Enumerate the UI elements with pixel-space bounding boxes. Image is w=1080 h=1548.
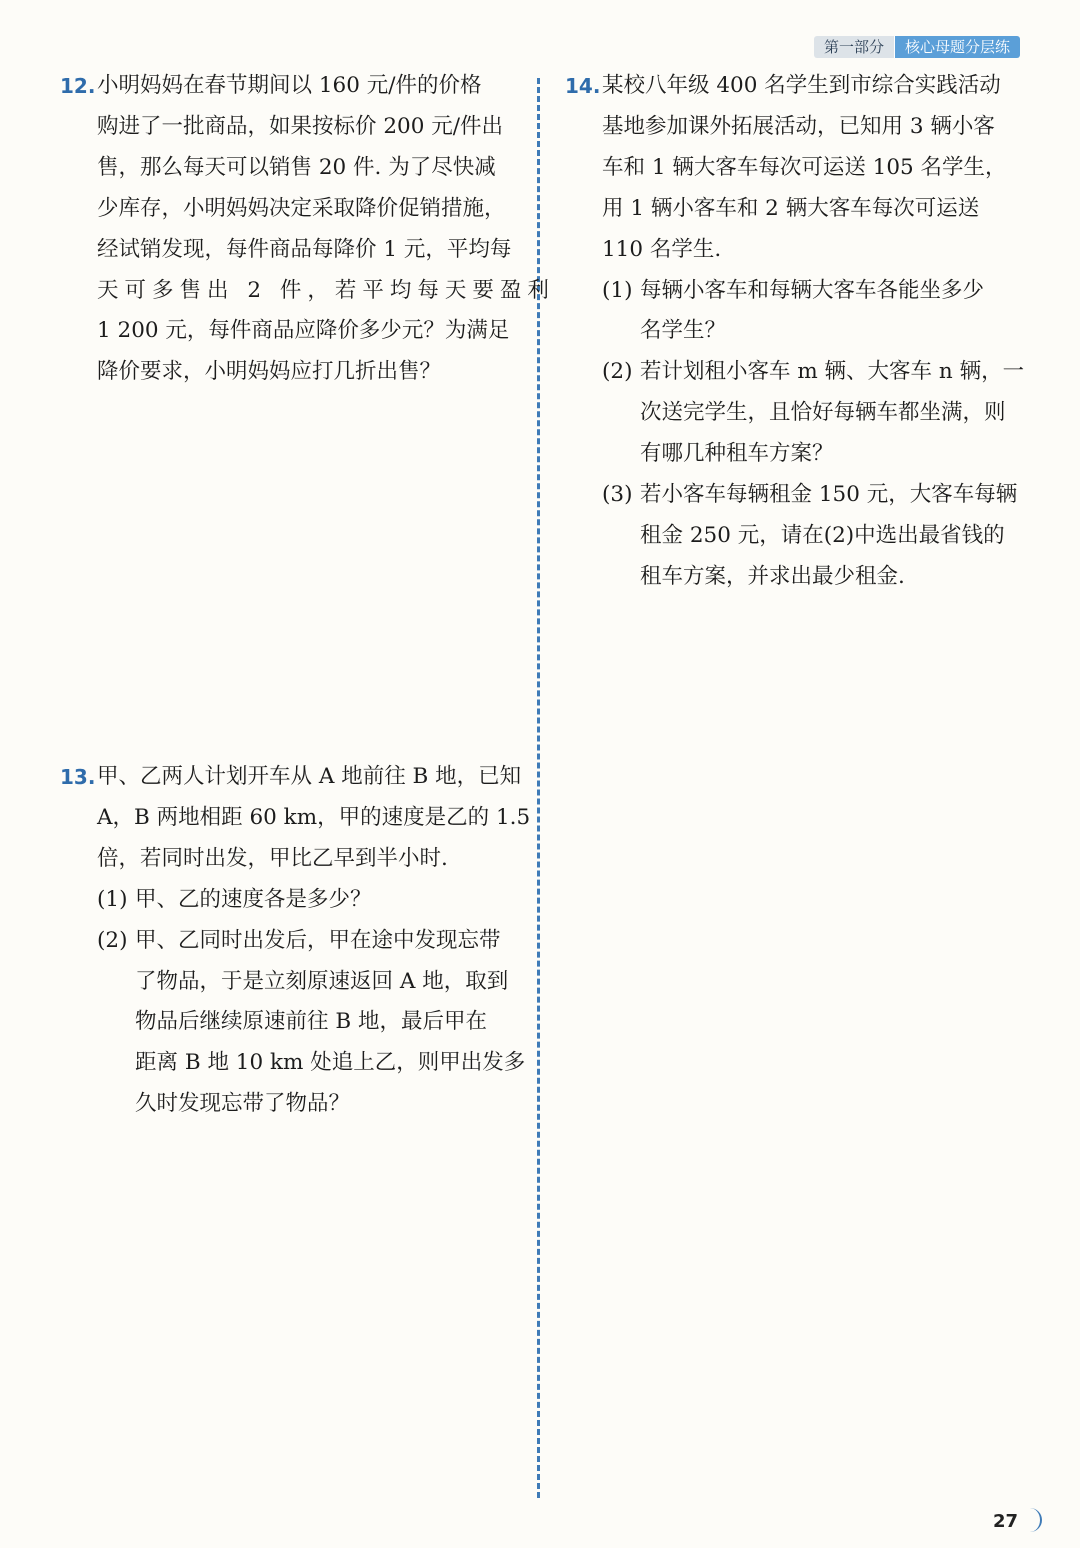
sub-question-label: (2) [97,927,128,953]
question-text-line: 购进了一批商品，如果按标价 200 元/件出 [97,113,503,139]
part-label: 第一部分 [814,36,894,58]
question-text-line: 售，那么每天可以销售 20 件. 为了尽快减 [97,154,496,180]
question-text-line: 小明妈妈在春节期间以 160 元/件的价格 [97,73,482,98]
question-13 [60,757,531,1125]
question-text-line: 基地参加课外拓展活动，已知用 3 辆小客 [602,113,995,139]
question-14 [565,66,1025,598]
question-number: 12. [60,74,96,98]
question-text-line: 110 名学生. [602,236,722,262]
sub-question [565,475,1020,516]
question-text-line: 经试销发现，每件商品每降价 1 元，平均每 [97,236,512,262]
sub-question [60,880,520,921]
sub-question-text: 每辆小客车和每辆大客车各能坐多少 [640,277,985,303]
question-text-line: 某校八年级 400 名学生到市综合实践活动 [602,73,1001,98]
question-text-line: 车和 1 辆大客车每次可运送 105 名学生， [602,154,1007,180]
question-text-line: 用 1 辆小客车和 2 辆大客车每次可运送 [602,195,980,221]
question-text-line: 降价要求，小明妈妈应打几折出售？ [97,359,442,385]
question-12 [60,66,555,393]
sub-question-label: (1) [97,886,128,912]
sub-question-text: 若小客车每辆租金 150 元，大客车每辆 [640,482,1018,508]
sub-question-text: 甲、乙的速度各是多少？ [135,886,372,912]
sub-question-label: (2) [602,359,633,385]
question-text-line: 1 200 元，每件商品应降价多少元？为满足 [97,318,510,344]
sub-question-text: 甲、乙同时出发后，甲在途中发现忘带 [135,927,501,953]
sub-question-text: 有哪几种租车方案？ [640,441,834,467]
page-number: 27 [992,1511,1018,1532]
sub-question-text: 租金 250 元，请在(2)中选出最省钱的 [640,522,1005,548]
question-number: 14. [565,74,601,98]
section-label: 核心母题分层练 [894,36,1020,58]
question-text-line: 倍，若同时出发，甲比乙早到半小时. [97,845,448,871]
header-tabs [814,36,1020,58]
sub-question [60,921,520,962]
question-text-line: 甲、乙两人计划开车从 A 地前往 B 地，已知 [97,764,522,789]
question-number: 13. [60,765,96,789]
question-text-line: A，B 两地相距 60 km，甲的速度是乙的 1.5 [97,804,531,830]
sub-question-text: 物品后继续原速前往 B 地，最后甲在 [135,1009,487,1035]
sub-question-text: 租车方案，并求出最少租金. [640,563,905,589]
page-bracket-decoration [1026,1508,1042,1532]
sub-question [565,352,1025,393]
sub-question-text: 久时发现忘带了物品？ [135,1091,351,1117]
sub-question-text: 次送完学生，且恰好每辆车都坐满，则 [640,400,1006,426]
sub-question-text: 了物品，于是立刻原速返回 A 地，取到 [135,968,509,994]
sub-question-text: 距离 B 地 10 km 处追上乙，则甲出发多 [135,1050,526,1076]
question-text-line: 天可多售出 2 件，若平均每天要盈利 [97,277,555,303]
sub-question-label: (1) [602,277,633,303]
sub-question-text: 名学生？ [640,318,727,344]
sub-question-text: 若计划租小客车 m 辆、大客车 n 辆，一 [640,359,1025,385]
question-text-line: 少库存，小明妈妈决定采取降价促销措施， [97,195,506,221]
sub-question [565,271,1020,312]
sub-question-label: (3) [602,482,633,508]
